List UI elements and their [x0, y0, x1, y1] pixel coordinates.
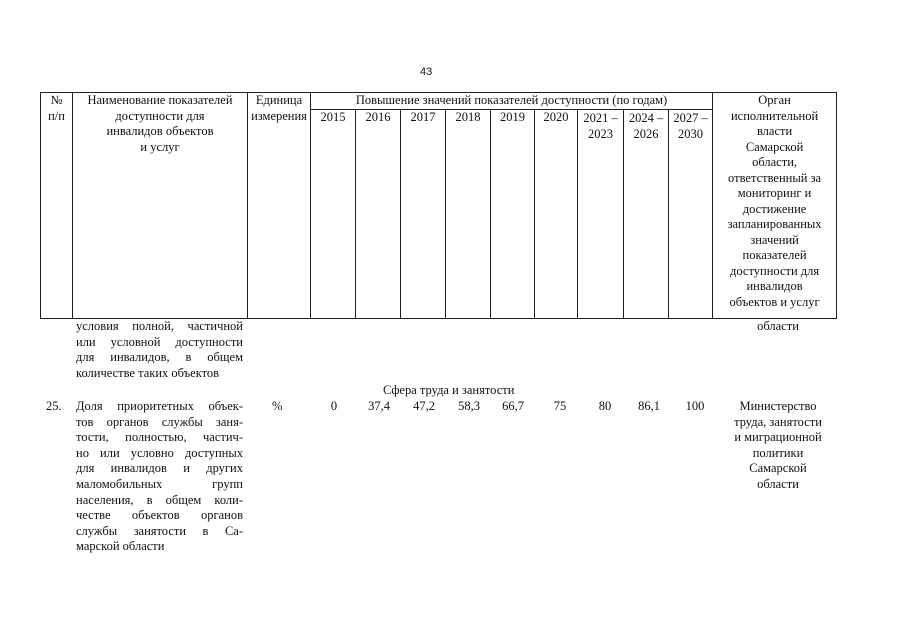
header-unit-line: измерения [251, 108, 307, 123]
header-year-cell: 2017 [401, 109, 446, 318]
header-name-line: инвалидов объектов [106, 124, 214, 138]
row-organ-line: труда, занятости [734, 414, 822, 429]
header-unit-cell [248, 93, 311, 319]
continued-name-line: или условной доступности [76, 334, 243, 349]
header-table [40, 92, 837, 319]
row-organ-line: и миграционной [734, 430, 822, 444]
row-value-2015: 0 [330, 399, 338, 413]
row-value-2017: 47,2 [413, 399, 435, 413]
header-period-line: 2024 – [628, 110, 664, 125]
header-organ-line: запланированных [727, 217, 822, 231]
header-organ-line: значений [750, 232, 799, 247]
row-value-2016: 37,4 [368, 399, 390, 413]
header-organ-line: Орган [758, 93, 791, 107]
header-name-cell [73, 93, 248, 319]
header-organ-line: инвалидов [746, 279, 803, 293]
header-organ-line: мониторинг и [737, 186, 812, 200]
row-organ-line: Министерство [739, 399, 817, 413]
header-num-cell [41, 93, 73, 319]
header-period-cell [669, 109, 713, 318]
continued-name-line: для инвалидов, в общем [76, 350, 243, 365]
header-num-line: № [50, 93, 63, 107]
header-num-line: п/п [48, 108, 65, 123]
header-year-cell: 2016 [356, 109, 401, 318]
header-organ-line: достижение [742, 201, 807, 216]
row-value-2024-2026: 86,1 [638, 399, 660, 413]
header-organ-line: объектов и услуг [729, 294, 820, 309]
header-year-cell: 2018 [446, 109, 491, 318]
header-period-line: 2030 [678, 126, 704, 141]
header-organ-cell [713, 93, 837, 319]
row-organ-line: области [757, 476, 799, 491]
row-name-line: тости, полностью, частич- [76, 430, 243, 445]
header-year-cell: 2015 [311, 109, 356, 318]
header-organ-line: исполнительной [730, 108, 819, 123]
row-value-2018: 58,3 [458, 399, 480, 413]
row-name-line: марской области [76, 539, 165, 554]
header-organ-line: области, [752, 155, 798, 169]
continued-indicator-name [76, 319, 243, 381]
row-indicator-name [76, 399, 243, 555]
continued-name-line: количестве таких объектов [76, 365, 220, 380]
header-period-line: 2021 – [583, 110, 618, 125]
row-organ [720, 399, 836, 492]
continued-name-line: условия полной, частичной [76, 319, 243, 333]
row-name-line: Доля приоритетных объек- [76, 399, 243, 413]
page-number: 43 [420, 66, 433, 78]
row-value-2021-2023: 80 [598, 399, 612, 413]
header-year-cell: 2020 [535, 109, 578, 318]
row-value-2019: 66,7 [502, 399, 524, 413]
row-value-2027-2030: 100 [685, 399, 705, 413]
header-organ-line: доступности для [729, 263, 820, 278]
header-year-cell: 2019 [491, 109, 535, 318]
row-unit: % [272, 399, 283, 413]
row-name-line: службы занятости в Са- [76, 523, 243, 538]
row-organ-line: Самарской [749, 461, 807, 475]
row-number: 25. [46, 399, 62, 413]
header-name-line: и услуг [140, 139, 180, 154]
row-name-line: тов органов службы заня- [76, 414, 243, 429]
header-organ-line: власти [756, 124, 793, 138]
header-organ-line: Самарской [745, 139, 804, 154]
row-name-line: населения, в общем коли- [76, 492, 243, 507]
header-period-line: 2027 – [673, 110, 708, 125]
header-period-cell [578, 109, 624, 318]
header-organ-line: показателей [742, 248, 807, 262]
continued-organ-text: области [757, 319, 799, 333]
row-value-2020: 75 [553, 399, 567, 413]
header-period-cell [624, 109, 669, 318]
header-organ-line: ответственный за [728, 170, 822, 185]
header-name-line: Наименование показателей [87, 93, 233, 107]
header-increase-cell: Повышение значений показателей доступности (по годам) [311, 93, 713, 110]
section-title: Сфера труда и занятости [383, 383, 515, 397]
row-name-line: для инвалидов и других [76, 461, 243, 476]
row-name-line: маломобильных групп [76, 476, 243, 491]
row-name-line: но или условно доступных [76, 445, 243, 460]
header-unit-line: Единица [255, 93, 303, 107]
header-period-line: 2026 [633, 126, 659, 141]
header-name-line: доступности для [115, 108, 205, 123]
row-name-line: честве объектов органов [76, 508, 243, 523]
row-organ-line: политики [752, 445, 804, 460]
header-period-line: 2023 [588, 126, 613, 141]
